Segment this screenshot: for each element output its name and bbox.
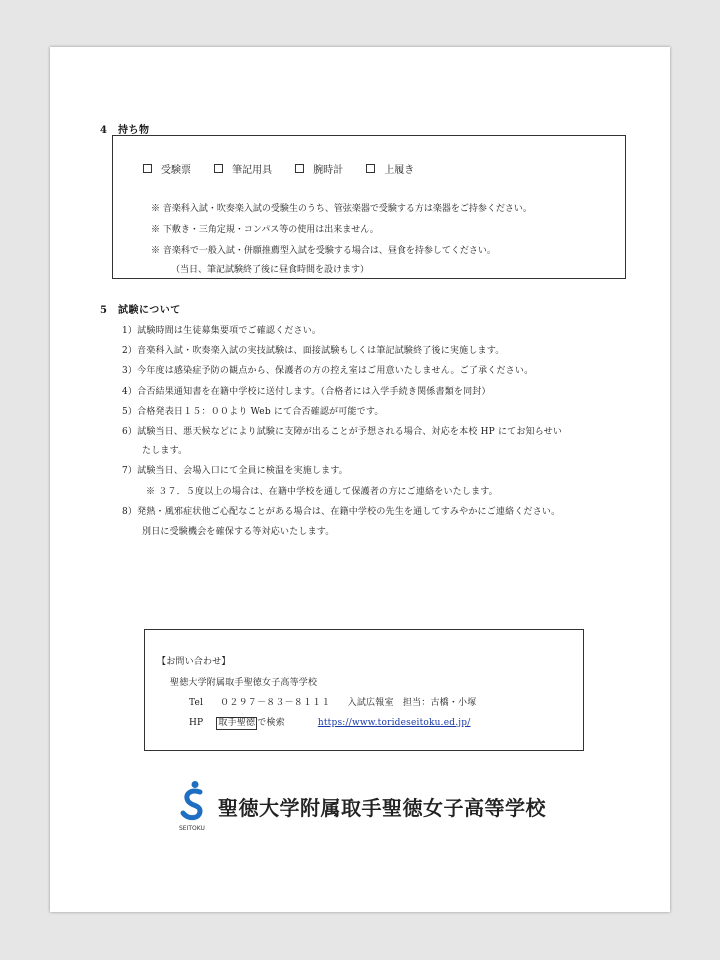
logo-caption: SEITOKU [179, 825, 205, 832]
belongings-checklist [143, 158, 432, 177]
checkbox-icon [295, 164, 304, 173]
school-name-logo: 聖徳大学附属取手聖徳女子高等学校 [218, 796, 546, 820]
note-prohibited-tools: ※ 下敷き・三角定規・コンパス等の使用は出来ません。 [151, 225, 379, 235]
contact-hp-row [189, 715, 470, 730]
section5-heading: 5 試験について [100, 305, 181, 316]
checklist-item-exam-ticket: 受験票 [143, 161, 191, 176]
exam-item-7: 7）試験当日、会場入口にて全員に検温を実施します。 [122, 466, 349, 476]
contact-school-name: 聖徳大学附属取手聖徳女子高等学校 [170, 678, 318, 688]
section4-heading: 4 持ち物 [100, 125, 150, 136]
exam-item-7-note: ※ ３７．５度以上の場合は、在籍中学校を通して保護者の方にご連絡をいたします。 [146, 487, 498, 497]
exam-item-1: 1）試験時間は生徒募集要項でご確認ください。 [122, 326, 322, 336]
tel-department: 入試広報室 担当：古橋・小塚 [347, 698, 477, 708]
note-lunch: ※ 音楽科で一般入試・併願推薦型入試を受験する場合は、昼食を持参してください。 [151, 246, 496, 256]
exam-item-2: 2）音楽科入試・吹奏楽入試の実技試験は、面接試験もしくは筆記試験終了後に実施します。 [122, 346, 505, 356]
contact-box [144, 629, 584, 751]
exam-item-4: 4）合否結果通知書を在籍中学校に送付します。（合格者には入学手続き関係書類を同封） [122, 387, 491, 397]
school-website-link[interactable]: https://www.torideseitoku.ed.jp/ [317, 718, 471, 728]
checklist-item-writing-tools: 筆記用具 [214, 161, 272, 176]
tel-label: Tel [189, 698, 204, 708]
exam-item-6-continued: たします。 [142, 446, 188, 456]
tel-number: ０２９７－８３－８１１１ [220, 698, 331, 708]
exam-item-6: 6）試験当日、悪天候などにより試験に支障が出ることが予想される場合、対応を本校 HP にてお知らせい [122, 427, 563, 437]
contact-tel-row [189, 695, 476, 708]
exam-item-3: 3）今年度は感染症予防の観点から、保護者の方の控え室はご用意いたしません。ご了承ください。 [122, 366, 534, 376]
hp-search-keyword: 取手聖徳 [218, 718, 256, 728]
hp-label: HP [189, 718, 204, 728]
document-page [50, 47, 670, 912]
school-logo-icon [178, 780, 208, 824]
checkbox-icon [214, 164, 223, 173]
contact-title: 【お問い合わせ】 [157, 657, 231, 667]
belongings-box [112, 135, 626, 279]
exam-item-5: 5）合格発表日１５：００より Web にて合否確認が可能です。 [122, 407, 384, 417]
checklist-item-watch: 腕時計 [295, 161, 343, 176]
checkbox-icon [366, 164, 375, 173]
checkbox-icon [143, 164, 152, 173]
exam-item-8: 8）発熱・風邪症状他ご心配なことがある場合は、在籍中学校の先生を通してすみやかにご連絡ください。 [122, 507, 561, 517]
exam-item-8-continued: 別日に受験機会を確保する等対応いたします。 [142, 527, 335, 537]
checklist-item-indoor-shoes: 上履き [366, 161, 414, 176]
hp-search-text: で検索 [257, 718, 285, 728]
note-lunch-time: （当日、筆記試験終了後に昼食時間を設けます） [171, 265, 370, 275]
note-instruments: ※ 音楽科入試・吹奏楽入試の受験生のうち、管弦楽器で受験する方は楽器をご持参ください。 [151, 204, 532, 214]
